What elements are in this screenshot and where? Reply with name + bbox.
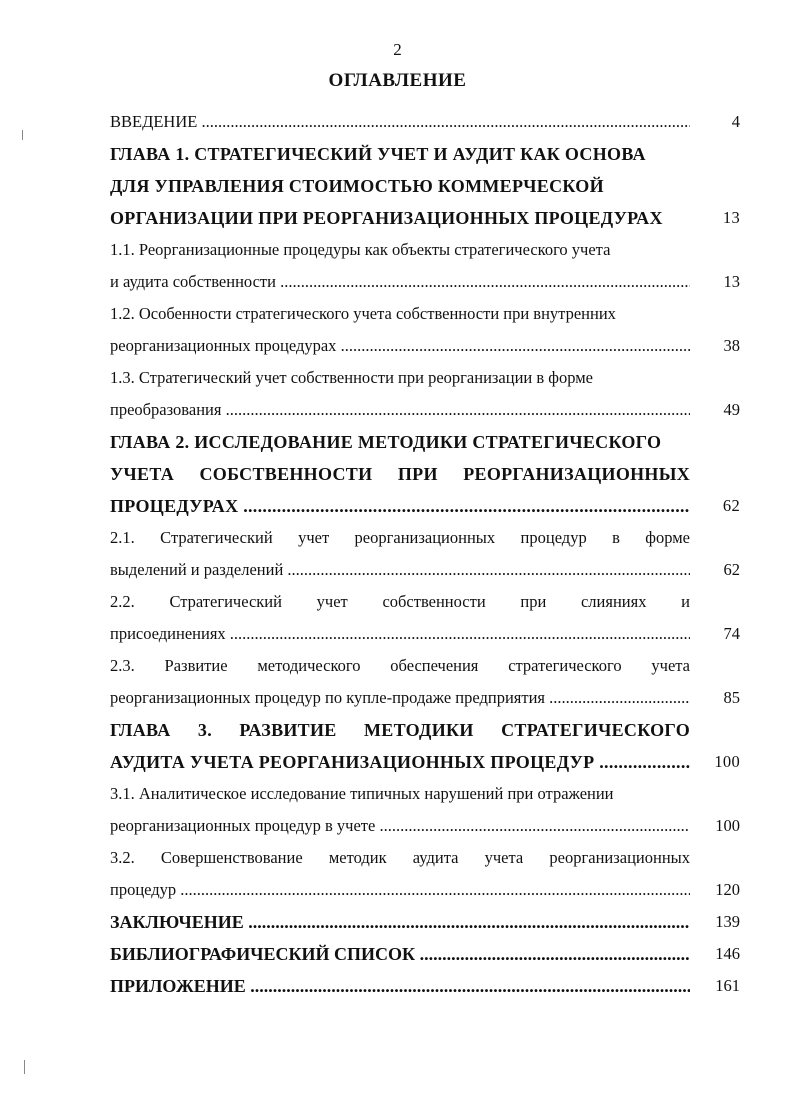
toc-entry-text: ВВЕДЕНИЕ .....	[110, 106, 690, 138]
toc-entry-text: присоединениях .....	[110, 618, 690, 650]
toc-entry-text: АУДИТА УЧЕТА РЕОРГАНИЗАЦИОННЫХ ПРОЦЕДУР .....	[110, 746, 690, 778]
toc-page-number: 161	[715, 976, 740, 995]
toc-entry-chapter-1[interactable]	[110, 138, 740, 234]
toc-page-number: 38	[723, 336, 740, 355]
toc-entry-text: ПРИЛОЖЕНИЕ .....	[110, 970, 690, 1002]
toc-entry-text: 3.2. Совершенствование методик аудита учета реорганизационных	[110, 848, 690, 867]
toc-entry-2-3[interactable]	[110, 650, 740, 714]
toc-entry-text: реорганизационных процедурах .....	[110, 330, 690, 362]
toc-entry-bibliography[interactable]	[110, 938, 740, 970]
toc-entry-chapter-3[interactable]	[110, 714, 740, 778]
toc-entry-1-3[interactable]	[110, 362, 740, 426]
toc-entry-text: ГЛАВА 1. СТРАТЕГИЧЕСКИЙ УЧЕТ И АУДИТ КАК ОСНОВА	[110, 144, 646, 164]
toc-entry-3-1[interactable]	[110, 778, 740, 842]
table-of-contents	[110, 106, 740, 1002]
toc-entry-text: ПРОЦЕДУРАХ .....	[110, 490, 690, 522]
toc-entry-text: ЗАКЛЮЧЕНИЕ .....	[110, 906, 690, 938]
toc-entry-text: выделений и разделений .....	[110, 554, 690, 586]
toc-entry-text: 2.1. Стратегический учет реорганизационных процедур в форме	[110, 528, 690, 547]
scan-margin-mark	[24, 1060, 25, 1074]
toc-entry-3-2[interactable]	[110, 842, 740, 906]
toc-page-number: 100	[715, 816, 740, 835]
toc-entry-text: БИБЛИОГРАФИЧЕСКИЙ СПИСОК .....	[110, 938, 690, 970]
toc-page-number: 4	[731, 112, 740, 131]
page-title: ОГЛАВЛЕНИЕ	[328, 70, 467, 91]
toc-entry-text: 1.1. Реорганизационные процедуры как объекты стратегического учета	[110, 240, 611, 259]
toc-entry-text: и аудита собственности .....	[110, 266, 690, 298]
toc-entry-text: ОРГАНИЗАЦИИ ПРИ РЕОРГАНИЗАЦИОННЫХ ПРОЦЕДУРАХ	[110, 208, 663, 228]
toc-page-number: 13	[722, 208, 740, 227]
toc-entry-text: 1.2. Особенности стратегического учета собственности при внутренних	[110, 304, 616, 323]
toc-entry-text: УЧЕТА СОБСТВЕННОСТИ ПРИ РЕОРГАНИЗАЦИОННЫХ	[110, 464, 690, 484]
toc-entry-text: 2.3. Развитие методического обеспечения стратегического учета	[110, 656, 690, 675]
scan-margin-mark	[22, 130, 23, 140]
toc-page-number: 49	[723, 400, 740, 419]
toc-page-number: 100	[714, 752, 740, 771]
toc-entry-text: ГЛАВА 3. РАЗВИТИЕ МЕТОДИКИ СТРАТЕГИЧЕСКОГО	[110, 720, 690, 740]
toc-entry-text: 1.3. Стратегический учет собственности при реорганизации в форме	[110, 368, 593, 387]
toc-entry-text: преобразования .....	[110, 394, 690, 426]
toc-entry-conclusion[interactable]	[110, 906, 740, 938]
toc-page-number: 146	[715, 944, 740, 963]
toc-entry-text: процедур .....	[110, 874, 690, 906]
toc-entry-text: реорганизационных процедур в учете .....	[110, 810, 690, 842]
toc-entry-2-2[interactable]	[110, 586, 740, 650]
toc-page-number: 120	[715, 880, 740, 899]
toc-page-number: 13	[723, 272, 740, 291]
toc-entry-2-1[interactable]	[110, 522, 740, 586]
toc-entry-intro[interactable]	[110, 106, 740, 138]
toc-page-number: 62	[722, 496, 740, 515]
toc-entry-1-2[interactable]	[110, 298, 740, 362]
toc-entry-text: ГЛАВА 2. ИССЛЕДОВАНИЕ МЕТОДИКИ СТРАТЕГИЧЕСКОГО	[110, 432, 662, 452]
toc-page-number: 62	[723, 560, 740, 579]
page-number: 2	[393, 40, 402, 59]
toc-entry-1-1[interactable]	[110, 234, 740, 298]
toc-page-number: 74	[723, 624, 740, 643]
toc-entry-chapter-2[interactable]	[110, 426, 740, 522]
toc-entry-text: реорганизационных процедур по купле-продаже предприятия .....	[110, 682, 690, 714]
toc-page-number: 139	[715, 912, 740, 931]
toc-page-number: 85	[723, 688, 740, 707]
toc-entry-text: 3.1. Аналитическое исследование типичных нарушений при отражении	[110, 784, 614, 803]
toc-entry-text: ДЛЯ УПРАВЛЕНИЯ СТОИМОСТЬЮ КОММЕРЧЕСКОЙ	[110, 176, 604, 196]
toc-entry-appendix[interactable]	[110, 970, 740, 1002]
toc-entry-text: 2.2. Стратегический учет собственности при слияниях и	[110, 592, 690, 611]
